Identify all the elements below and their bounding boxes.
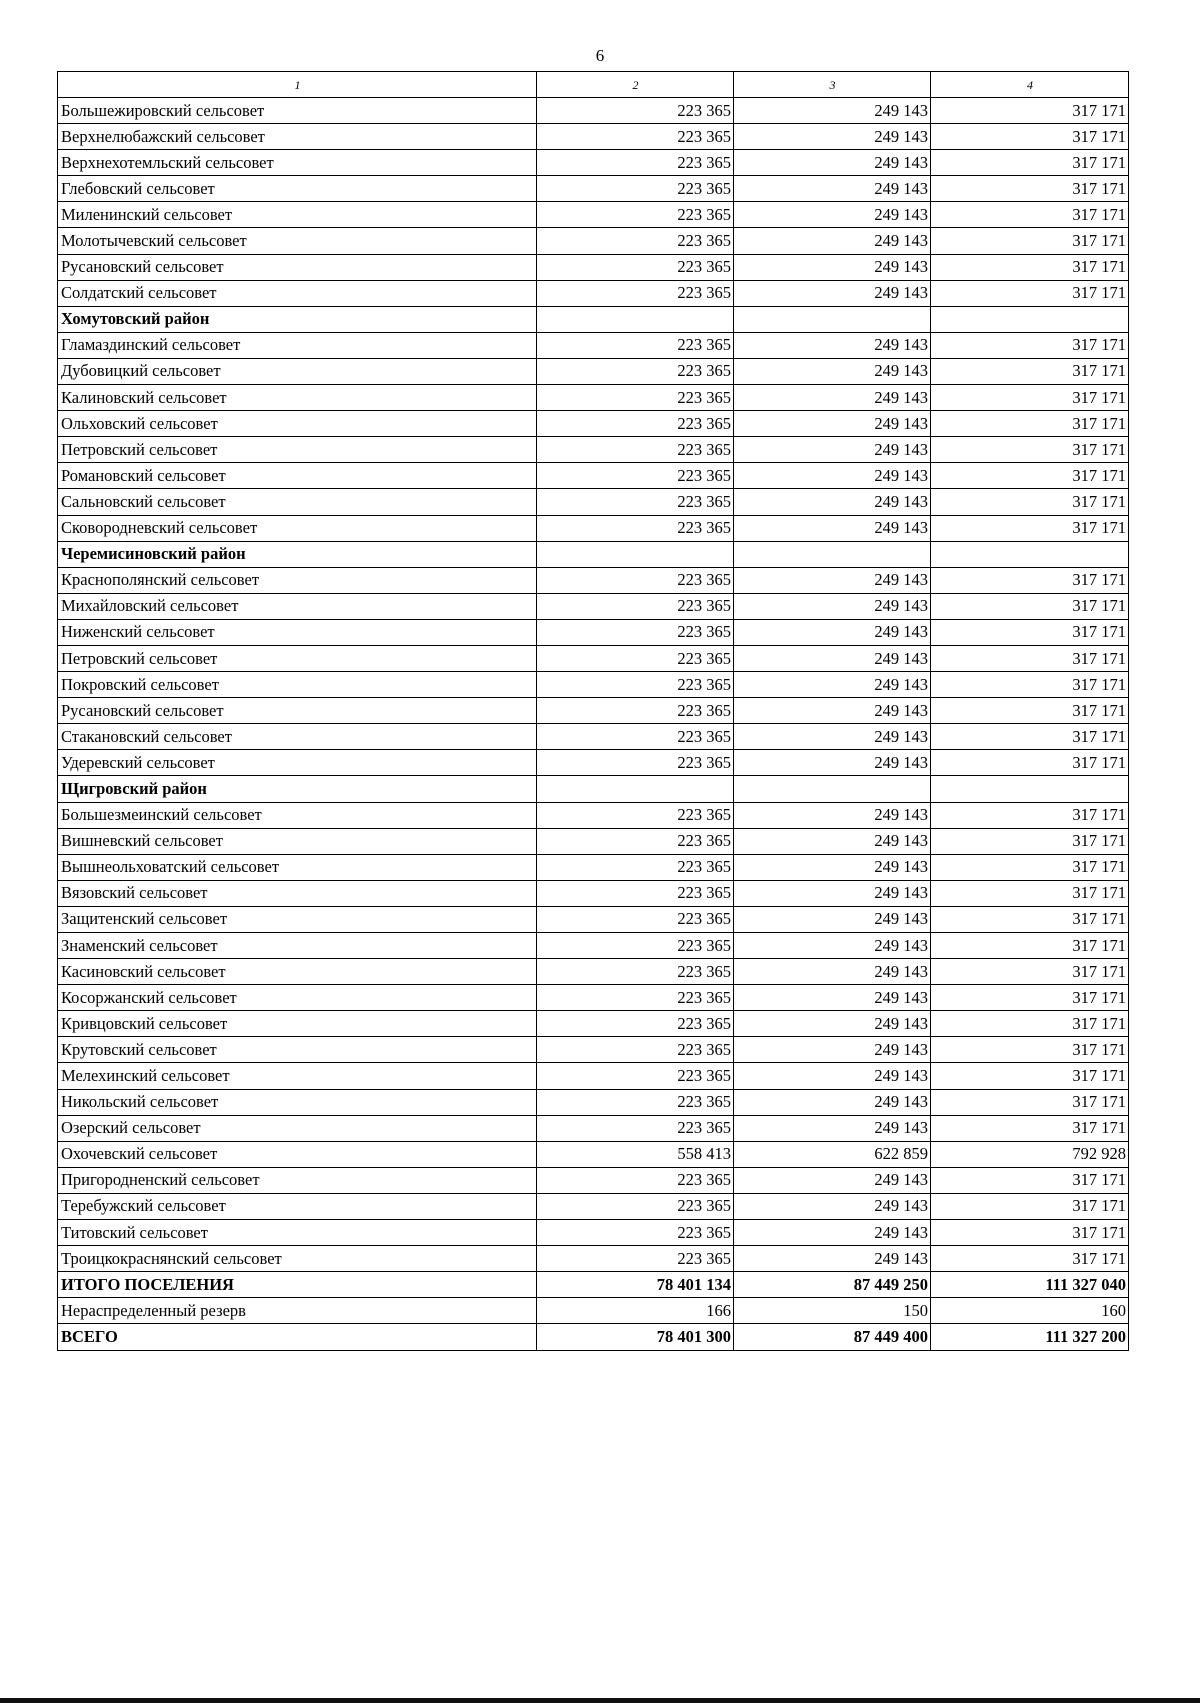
table-row-section xyxy=(58,1324,1129,1350)
row-value-col4: 317 171 xyxy=(931,1246,1129,1272)
row-value-col3: 249 143 xyxy=(734,385,931,411)
row-value-col4: 317 171 xyxy=(931,1167,1129,1193)
row-value-col2: 223 365 xyxy=(537,1167,734,1193)
row-value-col4: 317 171 xyxy=(931,358,1129,384)
row-value-col3: 249 143 xyxy=(734,280,931,306)
row-name-cell: Титовский сельсовет xyxy=(58,1220,537,1246)
table-row xyxy=(58,959,1129,985)
row-value-col4: 317 171 xyxy=(931,332,1129,358)
row-name-cell: Дубовицкий сельсовет xyxy=(58,358,537,384)
row-value-col3: 150 xyxy=(734,1298,931,1324)
row-value-col4: 317 171 xyxy=(931,828,1129,854)
row-value-col3: 249 143 xyxy=(734,880,931,906)
table-row xyxy=(58,645,1129,671)
table-row xyxy=(58,1141,1129,1167)
row-name-cell: Щигровский район xyxy=(58,776,537,802)
row-value-col2: 223 365 xyxy=(537,202,734,228)
row-value-col3: 249 143 xyxy=(734,1037,931,1063)
row-value-col2: 223 365 xyxy=(537,280,734,306)
table-row xyxy=(58,1063,1129,1089)
row-value-col2: 223 365 xyxy=(537,724,734,750)
table-row xyxy=(58,1193,1129,1219)
row-value-col3: 249 143 xyxy=(734,645,931,671)
row-value-col4: 317 171 xyxy=(931,1115,1129,1141)
row-value-col4: 317 171 xyxy=(931,1011,1129,1037)
row-value-col4: 317 171 xyxy=(931,1220,1129,1246)
row-value-col2: 223 365 xyxy=(537,228,734,254)
row-value-col2: 223 365 xyxy=(537,985,734,1011)
row-value-col2: 223 365 xyxy=(537,959,734,985)
row-value-col4: 317 171 xyxy=(931,176,1129,202)
table-row xyxy=(58,1167,1129,1193)
row-value-col4: 317 171 xyxy=(931,645,1129,671)
row-name-cell: ВСЕГО xyxy=(58,1324,537,1350)
row-value-col3: 249 143 xyxy=(734,332,931,358)
row-name-cell: Пригородненский сельсовет xyxy=(58,1167,537,1193)
row-value-col2: 558 413 xyxy=(537,1141,734,1167)
table-row xyxy=(58,906,1129,932)
row-value-col2: 223 365 xyxy=(537,437,734,463)
row-value-col4: 317 171 xyxy=(931,515,1129,541)
row-value-col4: 317 171 xyxy=(931,1089,1129,1115)
row-value-col4: 317 171 xyxy=(931,906,1129,932)
table-row-section xyxy=(58,541,1129,567)
table-row xyxy=(58,515,1129,541)
row-name-cell: Глебовский сельсовет xyxy=(58,176,537,202)
row-value-col2: 223 365 xyxy=(537,1011,734,1037)
table-row xyxy=(58,254,1129,280)
row-value-col2 xyxy=(537,541,734,567)
table-row xyxy=(58,567,1129,593)
row-value-col3: 249 143 xyxy=(734,593,931,619)
row-name-cell: Миленинский сельсовет xyxy=(58,202,537,228)
row-value-col3: 249 143 xyxy=(734,906,931,932)
row-value-col3: 249 143 xyxy=(734,750,931,776)
row-value-col4: 317 171 xyxy=(931,880,1129,906)
row-name-cell: Охочевский сельсовет xyxy=(58,1141,537,1167)
table-row xyxy=(58,1246,1129,1272)
row-value-col2: 223 365 xyxy=(537,1246,734,1272)
row-name-cell: Хомутовский район xyxy=(58,306,537,332)
row-value-col3: 249 143 xyxy=(734,176,931,202)
row-value-col3: 249 143 xyxy=(734,1220,931,1246)
row-value-col2: 223 365 xyxy=(537,124,734,150)
row-value-col2: 223 365 xyxy=(537,411,734,437)
table-row xyxy=(58,802,1129,828)
row-value-col3: 249 143 xyxy=(734,985,931,1011)
row-value-col2 xyxy=(537,776,734,802)
row-value-col3: 249 143 xyxy=(734,1167,931,1193)
row-value-col3: 249 143 xyxy=(734,933,931,959)
row-name-cell: Гламаздинский сельсовет xyxy=(58,332,537,358)
table-row xyxy=(58,124,1129,150)
table-row xyxy=(58,463,1129,489)
table-row xyxy=(58,1298,1129,1324)
row-value-col2: 223 365 xyxy=(537,358,734,384)
row-name-cell: Крутовский сельсовет xyxy=(58,1037,537,1063)
column-header-1: 1 xyxy=(58,72,537,98)
row-name-cell: Михайловский сельсовет xyxy=(58,593,537,619)
row-name-cell: Верхнехотемльский сельсовет xyxy=(58,150,537,176)
row-value-col3: 249 143 xyxy=(734,828,931,854)
row-value-col2: 223 365 xyxy=(537,698,734,724)
row-value-col4: 317 171 xyxy=(931,933,1129,959)
row-value-col2: 223 365 xyxy=(537,332,734,358)
row-name-cell: Калиновский сельсовет xyxy=(58,385,537,411)
column-header-3: 3 xyxy=(734,72,931,98)
row-name-cell: Верхнелюбажский сельсовет xyxy=(58,124,537,150)
row-name-cell: Ниженский сельсовет xyxy=(58,619,537,645)
row-value-col4: 317 171 xyxy=(931,98,1129,124)
row-value-col4: 792 928 xyxy=(931,1141,1129,1167)
row-name-cell: Мелехинский сельсовет xyxy=(58,1063,537,1089)
budget-table xyxy=(57,71,1129,1351)
row-name-cell: Русановский сельсовет xyxy=(58,698,537,724)
row-name-cell: Молотычевский сельсовет xyxy=(58,228,537,254)
table-row xyxy=(58,489,1129,515)
table-row xyxy=(58,385,1129,411)
row-value-col2: 223 365 xyxy=(537,254,734,280)
row-name-cell: Стакановский сельсовет xyxy=(58,724,537,750)
row-name-cell: Русановский сельсовет xyxy=(58,254,537,280)
row-value-col2: 223 365 xyxy=(537,828,734,854)
row-name-cell: Вязовский сельсовет xyxy=(58,880,537,906)
row-value-col4: 111 327 040 xyxy=(931,1272,1129,1298)
row-value-col4: 317 171 xyxy=(931,228,1129,254)
row-value-col3: 249 143 xyxy=(734,411,931,437)
row-value-col4: 317 171 xyxy=(931,150,1129,176)
table-row xyxy=(58,1089,1129,1115)
table-row xyxy=(58,1037,1129,1063)
row-value-col2: 223 365 xyxy=(537,906,734,932)
table-row xyxy=(58,1011,1129,1037)
row-name-cell: Краснополянский сельсовет xyxy=(58,567,537,593)
row-value-col4: 160 xyxy=(931,1298,1129,1324)
row-value-col3: 249 143 xyxy=(734,1011,931,1037)
row-value-col3: 249 143 xyxy=(734,959,931,985)
table-row-section xyxy=(58,1272,1129,1298)
row-value-col3: 249 143 xyxy=(734,1246,931,1272)
row-value-col3: 249 143 xyxy=(734,1089,931,1115)
row-value-col2: 223 365 xyxy=(537,645,734,671)
row-value-col4: 317 171 xyxy=(931,411,1129,437)
row-value-col3 xyxy=(734,541,931,567)
row-name-cell: Черемисиновский район xyxy=(58,541,537,567)
row-value-col4: 317 171 xyxy=(931,124,1129,150)
row-value-col3: 249 143 xyxy=(734,202,931,228)
table-row xyxy=(58,750,1129,776)
table-row xyxy=(58,1220,1129,1246)
row-value-col2: 223 365 xyxy=(537,1063,734,1089)
row-name-cell: Вишневский сельсовет xyxy=(58,828,537,854)
row-value-col3: 249 143 xyxy=(734,228,931,254)
table-row xyxy=(58,828,1129,854)
row-value-col3: 249 143 xyxy=(734,437,931,463)
row-value-col2: 223 365 xyxy=(537,1037,734,1063)
row-value-col3: 249 143 xyxy=(734,98,931,124)
row-value-col2: 166 xyxy=(537,1298,734,1324)
row-value-col3: 249 143 xyxy=(734,150,931,176)
row-name-cell: Озерский сельсовет xyxy=(58,1115,537,1141)
row-value-col2: 223 365 xyxy=(537,385,734,411)
row-name-cell: Вышнеольховатский сельсовет xyxy=(58,854,537,880)
row-value-col4: 317 171 xyxy=(931,489,1129,515)
row-value-col4: 317 171 xyxy=(931,437,1129,463)
row-value-col2: 223 365 xyxy=(537,854,734,880)
row-value-col3: 249 143 xyxy=(734,672,931,698)
table-header-row xyxy=(58,72,1129,98)
row-value-col4: 317 171 xyxy=(931,854,1129,880)
row-value-col4 xyxy=(931,541,1129,567)
row-name-cell: Теребужский сельсовет xyxy=(58,1193,537,1219)
row-value-col4: 317 171 xyxy=(931,1037,1129,1063)
row-value-col4: 317 171 xyxy=(931,985,1129,1011)
row-value-col2: 78 401 134 xyxy=(537,1272,734,1298)
row-value-col3: 249 143 xyxy=(734,254,931,280)
row-value-col3: 622 859 xyxy=(734,1141,931,1167)
table-row xyxy=(58,280,1129,306)
row-value-col3: 249 143 xyxy=(734,489,931,515)
row-name-cell: Касиновский сельсовет xyxy=(58,959,537,985)
row-value-col3: 249 143 xyxy=(734,358,931,384)
table-row xyxy=(58,724,1129,750)
row-value-col3 xyxy=(734,306,931,332)
row-value-col4: 317 171 xyxy=(931,750,1129,776)
row-value-col2: 223 365 xyxy=(537,933,734,959)
row-name-cell: Никольский сельсовет xyxy=(58,1089,537,1115)
row-value-col4: 317 171 xyxy=(931,959,1129,985)
row-value-col2 xyxy=(537,306,734,332)
table-row xyxy=(58,411,1129,437)
row-value-col4: 317 171 xyxy=(931,698,1129,724)
row-value-col3: 249 143 xyxy=(734,1063,931,1089)
column-header-2: 2 xyxy=(537,72,734,98)
row-value-col4: 317 171 xyxy=(931,280,1129,306)
column-header-4: 4 xyxy=(931,72,1129,98)
page-number: 6 xyxy=(595,46,605,65)
row-name-cell: Петровский сельсовет xyxy=(58,645,537,671)
row-name-cell: Солдатский сельсовет xyxy=(58,280,537,306)
table-row xyxy=(58,698,1129,724)
row-value-col4: 317 171 xyxy=(931,1193,1129,1219)
row-name-cell: Покровский сельсовет xyxy=(58,672,537,698)
row-value-col4 xyxy=(931,306,1129,332)
row-value-col2: 223 365 xyxy=(537,619,734,645)
row-value-col2: 78 401 300 xyxy=(537,1324,734,1350)
row-name-cell: Романовский сельсовет xyxy=(58,463,537,489)
row-value-col2: 223 365 xyxy=(537,176,734,202)
table-row xyxy=(58,593,1129,619)
table-row xyxy=(58,437,1129,463)
row-value-col2: 223 365 xyxy=(537,672,734,698)
row-value-col2: 223 365 xyxy=(537,802,734,828)
table-row xyxy=(58,176,1129,202)
row-value-col3: 249 143 xyxy=(734,1115,931,1141)
row-value-col4: 317 171 xyxy=(931,463,1129,489)
row-value-col4: 317 171 xyxy=(931,593,1129,619)
row-value-col3: 87 449 250 xyxy=(734,1272,931,1298)
row-value-col2: 223 365 xyxy=(537,489,734,515)
row-name-cell: ИТОГО ПОСЕЛЕНИЯ xyxy=(58,1272,537,1298)
table-row xyxy=(58,854,1129,880)
row-value-col3: 249 143 xyxy=(734,724,931,750)
row-value-col2: 223 365 xyxy=(537,150,734,176)
row-value-col3: 249 143 xyxy=(734,567,931,593)
table-row xyxy=(58,202,1129,228)
row-name-cell: Сковородневский сельсовет xyxy=(58,515,537,541)
row-name-cell: Сальновский сельсовет xyxy=(58,489,537,515)
row-value-col3: 249 143 xyxy=(734,124,931,150)
row-name-cell: Косоржанский сельсовет xyxy=(58,985,537,1011)
row-name-cell: Удеревский сельсовет xyxy=(58,750,537,776)
row-name-cell: Большезмеинский сельсовет xyxy=(58,802,537,828)
row-value-col4: 317 171 xyxy=(931,254,1129,280)
row-value-col3: 249 143 xyxy=(734,1193,931,1219)
table-row xyxy=(58,358,1129,384)
row-value-col3: 249 143 xyxy=(734,854,931,880)
row-value-col2: 223 365 xyxy=(537,567,734,593)
row-value-col4: 317 171 xyxy=(931,1063,1129,1089)
row-value-col3: 249 143 xyxy=(734,698,931,724)
row-value-col4: 317 171 xyxy=(931,724,1129,750)
row-value-col2: 223 365 xyxy=(537,1089,734,1115)
row-value-col3: 249 143 xyxy=(734,619,931,645)
table-row-section xyxy=(58,306,1129,332)
row-value-col4: 317 171 xyxy=(931,619,1129,645)
scan-edge xyxy=(0,1698,1200,1703)
table-row xyxy=(58,880,1129,906)
row-value-col4: 317 171 xyxy=(931,672,1129,698)
row-name-cell: Троицкокраснянский сельсовет xyxy=(58,1246,537,1272)
table-row xyxy=(58,332,1129,358)
row-value-col2: 223 365 xyxy=(537,880,734,906)
table-body xyxy=(58,98,1129,1351)
row-value-col2: 223 365 xyxy=(537,98,734,124)
row-name-cell: Нераспределенный резерв xyxy=(58,1298,537,1324)
row-name-cell: Знаменский сельсовет xyxy=(58,933,537,959)
row-value-col4: 317 171 xyxy=(931,385,1129,411)
row-value-col2: 223 365 xyxy=(537,1220,734,1246)
row-value-col3 xyxy=(734,776,931,802)
table-row xyxy=(58,1115,1129,1141)
row-name-cell: Защитенский сельсовет xyxy=(58,906,537,932)
table-row xyxy=(58,150,1129,176)
row-name-cell: Большежировский сельсовет xyxy=(58,98,537,124)
row-value-col2: 223 365 xyxy=(537,515,734,541)
row-value-col2: 223 365 xyxy=(537,593,734,619)
row-value-col3: 249 143 xyxy=(734,515,931,541)
row-value-col2: 223 365 xyxy=(537,750,734,776)
row-value-col2: 223 365 xyxy=(537,1115,734,1141)
table-row-section xyxy=(58,776,1129,802)
row-value-col4: 317 171 xyxy=(931,202,1129,228)
row-value-col4: 317 171 xyxy=(931,567,1129,593)
row-value-col4: 317 171 xyxy=(931,802,1129,828)
row-value-col2: 223 365 xyxy=(537,463,734,489)
row-value-col3: 87 449 400 xyxy=(734,1324,931,1350)
row-value-col3: 249 143 xyxy=(734,802,931,828)
table-row xyxy=(58,228,1129,254)
table-row xyxy=(58,619,1129,645)
table-row xyxy=(58,933,1129,959)
row-value-col2: 223 365 xyxy=(537,1193,734,1219)
row-value-col4: 111 327 200 xyxy=(931,1324,1129,1350)
row-name-cell: Кривцовский сельсовет xyxy=(58,1011,537,1037)
row-value-col3: 249 143 xyxy=(734,463,931,489)
row-name-cell: Петровский сельсовет xyxy=(58,437,537,463)
table-row xyxy=(58,98,1129,124)
row-name-cell: Ольховский сельсовет xyxy=(58,411,537,437)
table-row xyxy=(58,672,1129,698)
row-value-col4 xyxy=(931,776,1129,802)
table-row xyxy=(58,985,1129,1011)
